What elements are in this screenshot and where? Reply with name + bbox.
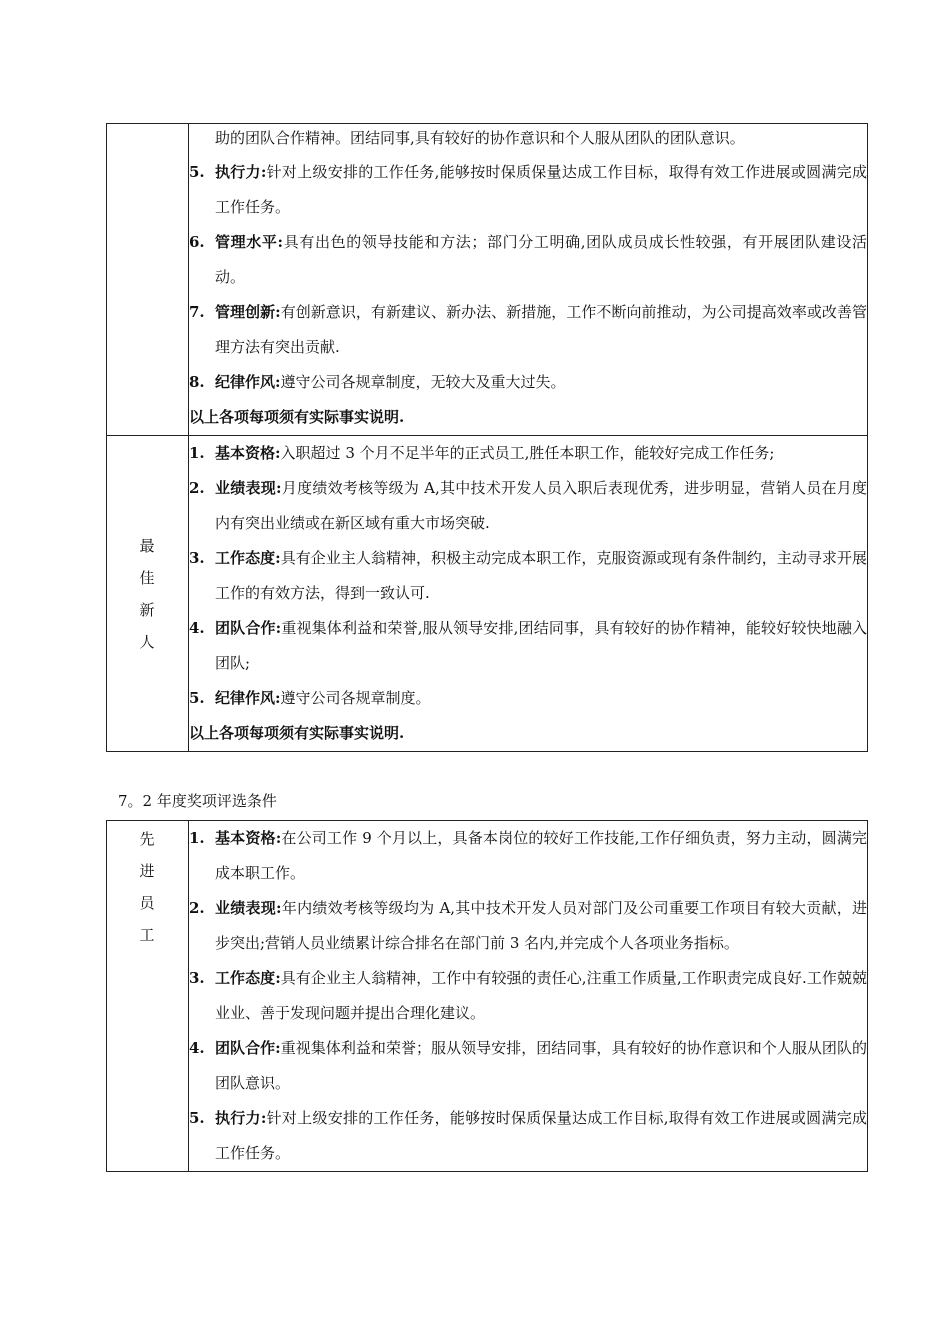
criteria-item: 5. 执行力:针对上级安排的工作任务，能够按时保质保量达成工作目标,取得有效工作进展或圆满完成工作任务。 bbox=[189, 1109, 867, 1162]
criteria-item-title: 团队合作: bbox=[215, 619, 282, 637]
category-cell bbox=[107, 821, 189, 1172]
criteria-item: 3. 工作态度:具有企业主人翁精神，工作中有较强的责任心,注重工作质量,工作职责完成良好.工作兢兢业业、善于发现问题并提出合理化建议。 bbox=[189, 969, 867, 1022]
fact-note: 以上各项每项须有实际事实说明. bbox=[189, 724, 405, 742]
criteria-item-text: 针对上级安排的工作任务,能够按时保质保量达成工作目标，取得有效工作进展或圆满完成工作任务。 bbox=[215, 163, 867, 216]
criteria-item-text: 具有出色的领导技能和方法；部门分工明确,团队成员成长性较强，有开展团队建设活动。 bbox=[215, 233, 867, 286]
category-cell bbox=[107, 436, 189, 752]
fact-note: 以上各项每项须有实际事实说明. bbox=[189, 408, 405, 426]
criteria-item-text: 针对上级安排的工作任务，能够按时保质保量达成工作目标,取得有效工作进展或圆满完成工作任务。 bbox=[215, 1109, 867, 1162]
criteria-item-text: 入职超过 3 个月不足半年的正式员工,胜任本职工作，能较好完成工作任务; bbox=[280, 444, 775, 462]
criteria-item: 7. 管理创新:有创新意识，有新建议、新办法、新措施，工作不断向前推动，为公司提高效率或改善管理方法有突出贡献. bbox=[189, 303, 867, 356]
criteria-item-title: 基本资格: bbox=[215, 829, 282, 847]
criteria-item-text: 年内绩效考核等级均为 A,其中技术开发人员对部门及公司重要工作项目有较大贡献，进步突出;营销人员业绩累计综合排名在部门前 3 名内,并完成个人各项业务指标。 bbox=[215, 899, 867, 952]
criteria-cell bbox=[189, 436, 868, 752]
criteria-item-title: 纪律作风: bbox=[215, 689, 281, 707]
table-row bbox=[107, 436, 868, 752]
criteria-item-text: 在公司工作 9 个月以上，具备本岗位的较好工作技能,工作仔细负责，努力主动，圆满完成本职工作。 bbox=[215, 829, 867, 882]
category-label: 先进员工 bbox=[139, 830, 156, 944]
criteria-item-title: 工作态度: bbox=[215, 549, 281, 567]
criteria-item-text: 具有企业主人翁精神，积极主动完成本职工作，克服资源或现有条件制约，主动寻求开展工作的有效方法，得到一致认可. bbox=[215, 549, 867, 602]
criteria-item-text: 遵守公司各规章制度，无较大及重大过失。 bbox=[280, 373, 566, 391]
criteria-item-title: 执行力: bbox=[215, 1109, 267, 1127]
criteria-item: 5. 纪律作风:遵守公司各规章制度。 bbox=[189, 689, 431, 707]
criteria-cell bbox=[189, 124, 868, 436]
criteria-item: 1. 基本资格:在公司工作 9 个月以上，具备本岗位的较好工作技能,工作仔细负责，努力主动，圆满完成本职工作。 bbox=[189, 829, 867, 882]
criteria-item-title: 业绩表现: bbox=[215, 899, 282, 917]
criteria-item-text: 有创新意识，有新建议、新办法、新措施，工作不断向前推动，为公司提高效率或改善管理方法有突出贡献. bbox=[215, 303, 867, 356]
criteria-item-title: 业绩表现: bbox=[215, 479, 282, 497]
criteria-item-text: 重视集体利益和荣誉,服从领导安排,团结同事，具有较好的协作精神，能较好较快地融入团队; bbox=[215, 619, 867, 672]
criteria-item: 3. 工作态度:具有企业主人翁精神，积极主动完成本职工作，克服资源或现有条件制约，主动寻求开展工作的有效方法，得到一致认可. bbox=[189, 549, 867, 602]
criteria-item: 2. 业绩表现:年内绩效考核等级均为 A,其中技术开发人员对部门及公司重要工作项目有较大贡献，进步突出;营销人员业绩累计综合排名在部门前 3 名内,并完成个人各项业务指标。 bbox=[189, 899, 867, 952]
category-label: 最佳新人 bbox=[139, 536, 156, 651]
criteria-table-monthly bbox=[106, 123, 868, 752]
criteria-item: 4. 团队合作:重视集体利益和荣誉；服从领导安排，团结同事，具有较好的协作意识和个人服从团队的团队意识。 bbox=[189, 1039, 867, 1092]
criteria-item-text: 重视集体利益和荣誉；服从领导安排，团结同事，具有较好的协作意识和个人服从团队的团队意识。 bbox=[215, 1039, 867, 1092]
criteria-item-text: 具有企业主人翁精神，工作中有较强的责任心,注重工作质量,工作职责完成良好.工作兢兢业业、善于发现问题并提出合理化建议。 bbox=[215, 969, 867, 1022]
criteria-table-annual bbox=[106, 820, 868, 1172]
continued-text: 助的团队合作精神。团结同事,具有较好的协作意识和个人服从团队的团队意识。 bbox=[215, 129, 745, 147]
criteria-item: 5. 执行力:针对上级安排的工作任务,能够按时保质保量达成工作目标，取得有效工作进展或圆满完成工作任务。 bbox=[189, 163, 867, 216]
criteria-item: 6. 管理水平:具有出色的领导技能和方法；部门分工明确,团队成员成长性较强，有开展团队建设活动。 bbox=[189, 233, 867, 286]
criteria-item-title: 执行力: bbox=[215, 163, 267, 181]
criteria-item: 8. 纪律作风:遵守公司各规章制度，无较大及重大过失。 bbox=[189, 373, 566, 391]
criteria-item-title: 管理创新: bbox=[215, 303, 281, 321]
section-title: 7。2 年度奖项评选条件 bbox=[118, 792, 277, 810]
criteria-item-title: 工作态度: bbox=[215, 969, 281, 987]
criteria-item-text: 月度绩效考核等级为 A,其中技术开发人员入职后表现优秀，进步明显，营销人员在月度内有突出业绩或在新区域有重大市场突破. bbox=[215, 479, 867, 532]
criteria-item-title: 管理水平: bbox=[215, 233, 284, 251]
table-row bbox=[107, 821, 868, 1172]
criteria-item: 2. 业绩表现:月度绩效考核等级为 A,其中技术开发人员入职后表现优秀，进步明显，营销人员在月度内有突出业绩或在新区域有重大市场突破. bbox=[189, 479, 867, 532]
category-cell bbox=[107, 124, 189, 436]
criteria-item-title: 基本资格: bbox=[215, 444, 281, 462]
criteria-item: 1. 基本资格:入职超过 3 个月不足半年的正式员工,胜任本职工作，能较好完成工作任务; bbox=[189, 444, 775, 462]
criteria-item: 4. 团队合作:重视集体利益和荣誉,服从领导安排,团结同事，具有较好的协作精神，能较好较快地融入团队; bbox=[189, 619, 867, 672]
table-row bbox=[107, 124, 868, 436]
criteria-item-title: 团队合作: bbox=[215, 1039, 281, 1057]
criteria-cell bbox=[189, 821, 868, 1172]
criteria-item-title: 纪律作风: bbox=[215, 373, 281, 391]
criteria-item-text: 遵守公司各规章制度。 bbox=[280, 689, 431, 707]
